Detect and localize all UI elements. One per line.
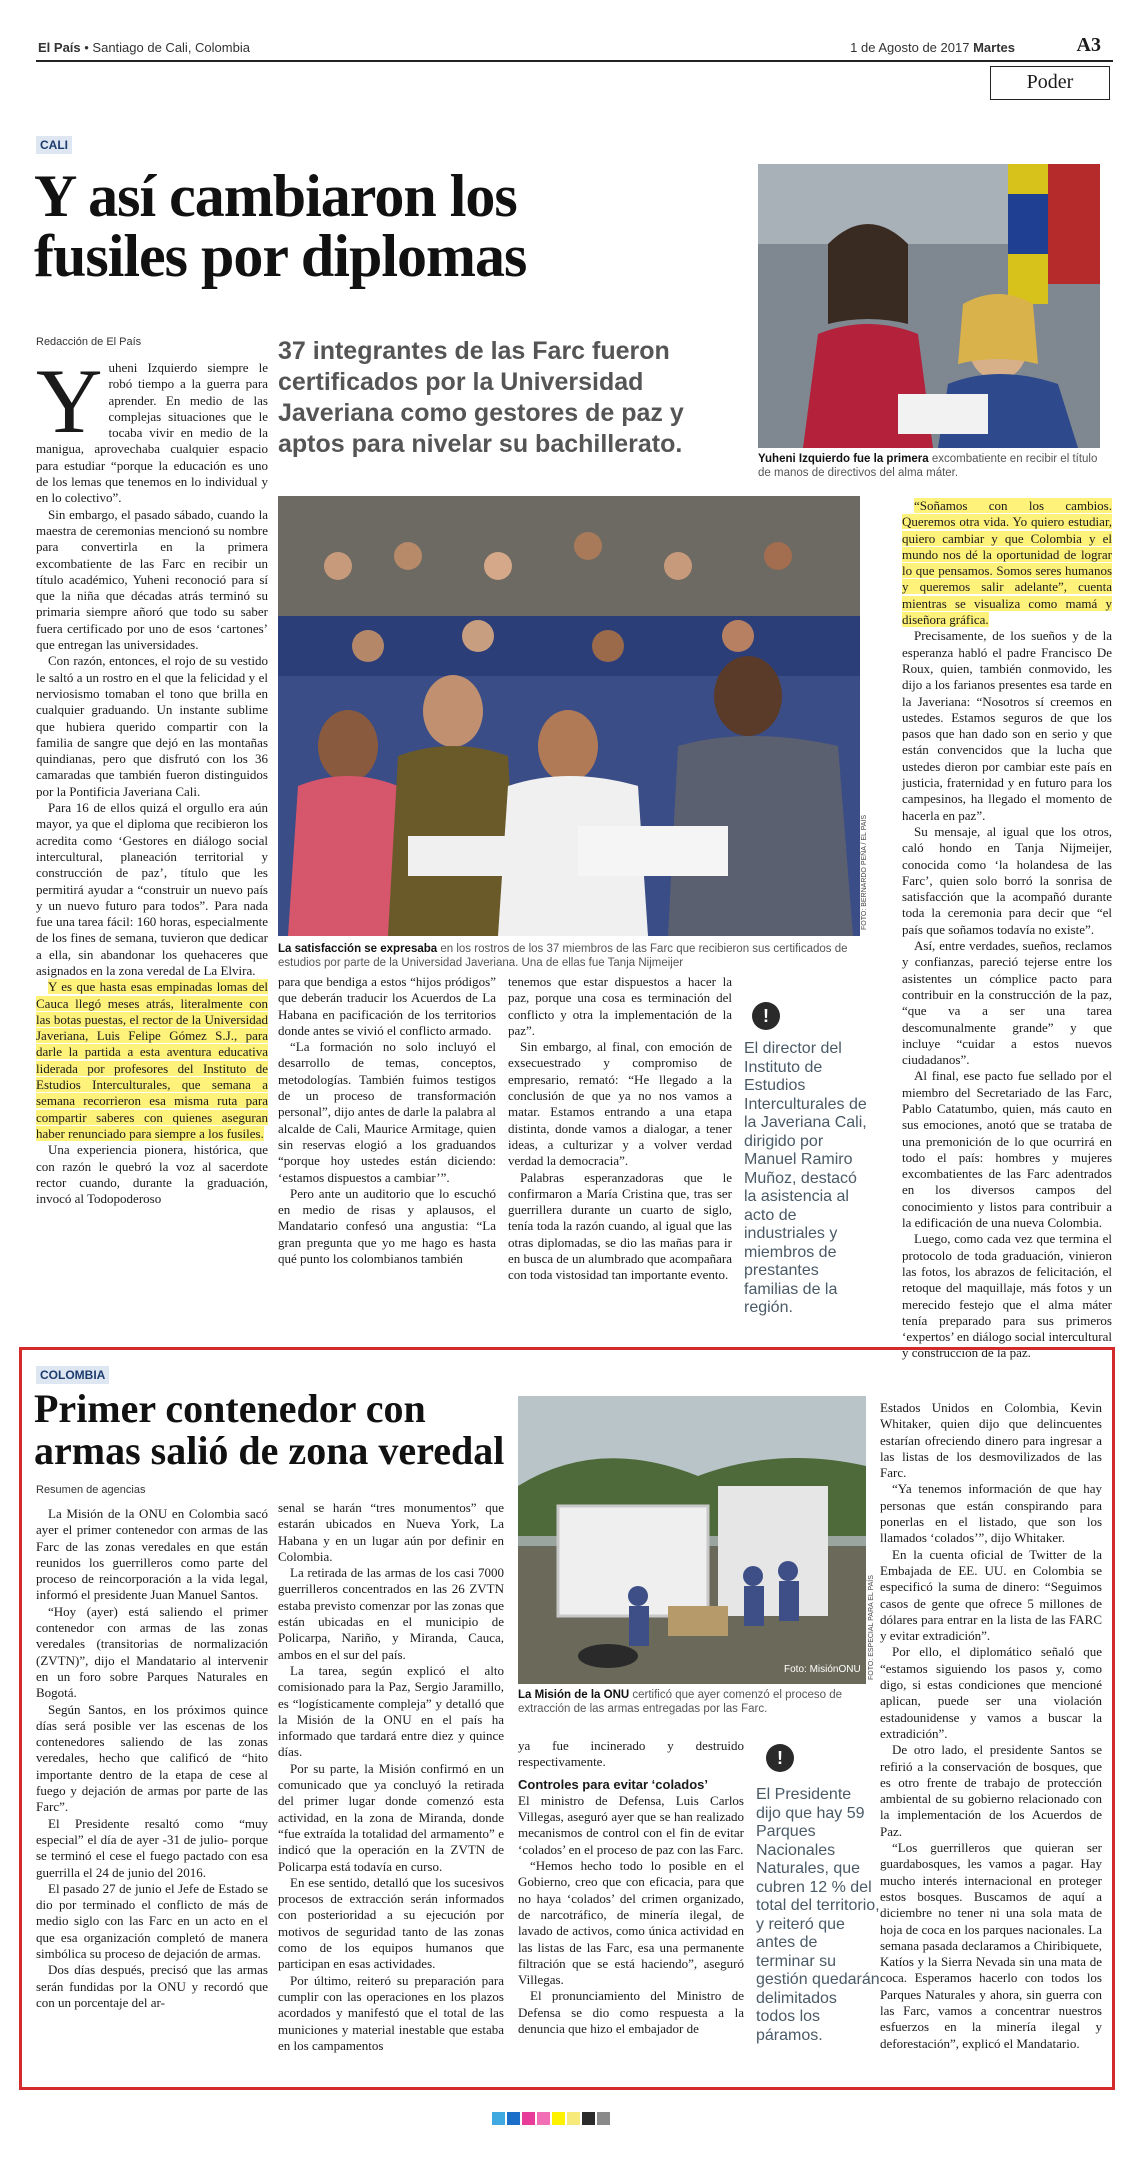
story1-deck: 37 integrantes de las Farc fueron certificados por la Universidad Javeriana como gestores de paz y aptos para nivelar su bachillerato. [278,337,684,458]
photo3-watermark: Foto: MisiónONU [784,1664,861,1675]
city: Santiago de Cali, Colombia [92,40,250,55]
folio-line: El País • Santiago de Cali, Colombia [38,40,250,55]
color-swatch [537,2112,550,2125]
color-swatch [522,2112,535,2125]
story2-column-1: La Misión de la ONU en Colombia sacó ayer el primer contenedor con armas de las Farc de las zonas veredales en que están reunidos los guerrilleros como parte del proceso de reincorporación a la vida legal, informó el presidente Juan Manuel Santos. “Hoy (ayer) está saliendo el primer contenedor con armas de las zonas veredales (transitorias de normalización (ZVTN)”, dijo el Mandatario al intervenir en un foro sobre Parques Naturales en Bogotá. Según Santos, en los próximos quince días será posible ver las escenas de los contenedores saliendo de las zonas veredales, hecho que calificó de “hito importante dentro de la etapa de cese al fuego y dejación de armas por parte de las Farc”. El Presidente resaltó como “muy especial” el día de ayer -31 de julio- porque se terminó el cese el fuego pactado con esa guerrilla el 24 de junio del 2016. El pasado 27 de junio el Jefe de Estado se dio por terminado el conflicto de más de medio siglo con las Farc en un acto en el que esa organización completó de manera simbólica su proceso de dejación de armas. Dos días después, precisó que las armas serán fundidas por la ONU y recordó que con un porcentaje del ar- [36,1506,268,2010]
story1-column-1: Yuheni Izquierdo siempre le robó tiempo a la guerra para aprender. En medio de las complejas situaciones que le tocaba vivir en medio de la manigua, aprovechaba cualquier espacio para estudiar “porque la educación es uno de los lemas que tenemos en lo individual y en lo colectivo”. Sin embargo, el pasado sábado, cuando la maestra de ceremonias mencionó su nombre para convertirla en la primera excombatiente de las Farc en recibir un título académico, Yuheni reconoció para sí que la niña que décadas atrás terminó su primaria siempre añoró que todo su saber fuera certificado por uno de esos ‘cartones’ que entregan las universidades. Con razón, entonces, el rojo de su vestido le saltó a un rostro en el que la felicidad y el nerviosismo tomaban el tono que brilla en cualquier graduando. Un instante sublime que hubiera querido compartir con la familia de sangre que dejó en las montañas quindianas, pero que disfrutó con los 36 camaradas que también fueron distinguidos por la Pontificia Javeriana Cali. Para 16 de ellos quizá el orgullo era aún mayor, ya que el diploma que recibieron los acredita como ‘Gestores en diálogo social intercultural, planeación territorial y construcción de paz’, título que les permitirá ayudar a “construir un nuevo país y un nuevo futuro para todos”. Para nada fue una tarea fácil: 160 horas, especialmente de los fines de semana, tuvieron que dedicar a ella, sin abandonar los quehaceres que asignados en la zona veredal de La Elvira. Y es que hasta esas empinadas lomas del Cauca llegó meses atrás, literalmente con las botas puestas, el rector de la Universidad Javeriana, Luis Felipe Gómez S.J., para darle la partida a esta aventura educativa liderada por profesores del Instituto de Estudios Interculturales, que semana a semana recorrieron esa misma ruta para compartir saberes con quienes aseguran haber renunciado para siempre a los fusiles. Una experiencia pionera, histórica, que con razón le quebró la voz al sacerdote rector cuando, durante la graduación, invocó al Todopoderoso [36,350,268,1207]
story2-headline: Primer contenedor con armas salió de zona veredal [34,1386,505,1473]
container-photo [518,1396,866,1684]
photo1-caption: Yuheni Izquierdo fue la primera excombatiente en recibir el título de manos de directivos del alma máter. [758,453,1098,479]
graduation-photo-image [758,164,1100,448]
story1-kicker: CALI [36,136,72,154]
ceremony-photo [278,496,860,936]
story2-column-3: ya fue incinerado y destruido respectivamente. Controles para evitar ‘colados’ El ministro de Defensa, Luis Carlos Villegas, aseguró ayer que se han realizado mecanismos de control con el fin de evitar ‘colados’ en el proceso de paz con las Farc. “Hemos hecho todo lo posible en el Gobierno, creo que con eficacia, para que no haya ‘colados’ del crimen organizado, de narcotráfico, de minería ilegal, de lavado de activos, como única actividad en las listas de las Farc, esa una permanente filtración que se está haciendo”, aseguró Villegas. El pronunciamiento del Ministro de Defensa se dio como respuesta a la denuncia que hizo el embajador de [518,1738,744,2037]
story1-sidebar-quote: El director del Instituto de Estudios Interculturales de la Javeriana Cali, dirigido por Manuel Ramiro Muñoz, destacó la asistencia al acto de industriales y miembros de prestantes familias de la región. [744,1040,867,1316]
photo2-credit: FOTO: BERNARDO PEÑA / EL PAÍS [861,814,868,930]
story2-byline: Resumen de agencias [36,1484,146,1496]
graduation-photo [758,164,1100,448]
story2-column-2: senal se harán “tres monumentos” que estarán ubicados en Nueva York, La Habana y en un lugar aún por definir en Colombia. La retirada de las armas de los casi 7000 guerrilleros concentrados en las 26 ZVTN estaba previsto comenzar por las zonas que están ubicadas en el municipio de Policarpa, Nariño, y Miranda, Cauca, ambos en el sur del país. La tarea, según explicó el alto comisionado para la Paz, Sergio Jaramillo, es “logísticamente compleja” y detalló que la Misión de la ONU en el país ha informado que tardará entre diez y quince días. Por su parte, la Misión confirmó en un comunicado que ya concluyó la retirada del primer lugar donde comenzó esta actividad, en la zona de Miranda, donde “fue extraída la totalidad del armamento” e indicó que la operación en la ZVTN de Policarpa está todavía en curso. En ese sentido, detalló que los sucesivos procesos de extracción serán informados con posterioridad a su ejecución por motivos de seguridad tanto de las zonas como de los equipos humanos que participan en esas actividades. Por último, reiteró su preparación para cumplir con las operaciones en los plazos acordados y manifestó que el total de las municiones y material inestable que estaba en los campamentos [278,1500,504,2053]
story1-column-3: tenemos que estar dispuestos a hacer la paz, porque una cosa es terminación del conflicto y otra la implementación de la paz”. Sin embargo, al final, con emoción de exsecuestrado y compromiso de empresario, remató: “He llegado a la conclusión de que ya no nos vamos a matar. Estamos entrando a una etapa distinta, donde vamos a dialogar, a tener ideas, a culturizar y a volver verdad verdad la democracia”. Palabras esperanzadoras que le confirmaron a María Cristina que, tras ser guerrillera durante un cuarto de siglo, tenía toda la razón cuando, al igual que las otras diplomadas, se dio las mañas para ir en busca de un alumbrado que acompañara con toda vistosidad tan importante evento. [508,974,732,1283]
photo2-caption: La satisfacción se expresaba en los rostros de los 37 miembros de las Farc que recibieron sus certificados de estudios por parte de la Universidad Javeriana. Una de ellas fue Tanja Nijmeijer [278,943,848,969]
story2-sidebar-quote: El Presidente dijo que hay 59 Parques Nacionales Naturales, que cubren 12 % del total del territorio, y reiteró que antes de terminar su gestión quedarán delimitados todos los páramos. [756,1786,880,2044]
top-rule [36,60,1113,62]
section-tab: Poder [990,66,1110,100]
color-swatch [492,2112,505,2125]
ceremony-photo-image [278,496,860,936]
paper-name: El País [38,40,81,55]
registration-color-bar [492,2110,612,2124]
highlighted-passage: Y es que hasta esas empinadas lomas del Cauca llegó meses atrás, literalmente con las botas puestas, el rector de la Universidad Javeriana, Luis Felipe Gómez S.J., para darle la partida a esta aventura educativa liderada por profesores del Instituto de Estudios Interculturales, que semana a semana recorrieron esa misma ruta para compartir saberes con quienes aseguran haber renunciado para siempre a los fusiles. [36,979,268,1141]
story1-column-4: “Soñamos con los cambios. Queremos otra vida. Yo quiero estudiar, quiero cambiar y que Colombia y el mundo nos dé la oportunidad de lograr lo que pensamos. Somos seres humanos y queremos salir adelante”, cuenta mientras se visualiza como mamá y diseñora gráfica. Precisamente, de los sueños y de la esperanza habló el padre Francisco De Roux, quien, también conmovido, les dijo a los farianos presentes esa tarde en la Javeriana: “Nosotros sí creemos en ustedes. Estamos seguros de que los pasos que han dado son en serio y que están convencidos que la lucha que ustedes dieron por cambiar este país en justicia, fraternidad y en futuro para los campesinos, ha llegado el momento de hacerla en paz”. Su mensaje, al igual que los otros, caló hondo en Tanja Nijmeijer, conocida como ‘la holandesa de las Farc’, quien solo borró la sonrisa de satisfacción que la acompañó durante toda la ceremonia para decir que “el país que soñamos todavía no existe”. Así, entre verdades, sueños, reclamos y confianzas, pareció tejerse entre los asistentes un cómplice pacto para contribuir en la construcción de la paz, “que va a ser una tarea descomunalmente grande” y que incluye “cuidar a estos nuevos ciudadanos”. Al final, ese pacto fue sellado por el miembro del Secretariado de las Farc, Pablo Catatumbo, quien, más cauto en sus emociones, anotó que se trataba de una premonición de lo que ocurrirá en todo el país: hombres y mujeres excombatientes de las Farc adentrados en los diversos campos del conocimiento y listos para contribuir a la edificación de una nueva Colombia. Luego, como cada vez que termina el protocolo de toda graduación, vinieron las fotos, los abrazos de felicitación, el retoque del maquillaje, más fotos y un merecido festejo que el alma máter tenía preparado para sus primeros ‘expertos’ en diálogo social intercultural y construcción de la paz. [902,498,1112,1361]
color-swatch [597,2112,610,2125]
story1-headline: Y así cambiaron los fusiles por diplomas [34,163,527,289]
highlighted-quote: “Soñamos con los cambios. Queremos otra vida. Yo quiero estudiar, quiero cambiar y que Colombia y el mundo nos dé la oportunidad de lograr lo que pensamos. Somos seres humanos y queremos salir adelante”, cuenta mientras se visualiza como mamá y diseñora gráfica. [902,498,1112,628]
exclamation-icon-2: ! [766,1744,794,1772]
story2-kicker-wrap [36,1364,109,1383]
date-line [850,40,1015,55]
date: 1 de Agosto de 2017 [850,40,970,55]
story2-kicker: COLOMBIA [36,1366,109,1384]
story2-column-4: Estados Unidos en Colombia, Kevin Whitaker, quien dijo que delincuentes estarían ofreciendo dinero para ingresar a las listas de los desmovilizados de las Farc. “Ya tenemos información de que hay personas que están conspirando para ponerlas en el listado, que son los llamados ‘colados’”, dijo Whitaker. En la cuenta oficial de Twitter de la Embajada de EE. UU. en Colombia se especificó la suma de dinero: “Seguimos casos de gente que ofrece 5 millones de dólares para entrar en la lista de las FARC y evitar extradición”. Por ello, el diplomático señaló que “estamos siguiendo los pasos y, como digo, si estas condiciones que mencioné aplican, puede ser una violación estadounidense y vamos a buscar la extradición”. De otro lado, el presidente Santos se refirió a la conservación de bosques, que es otro frente de trabajo de protección ambiental de su gobierno relacionado con la implementación de los Acuerdos de Paz. “Los guerrilleros que quieran ser guardabosques, les vamos a pagar. Hay mucho interés internacional en proteger estos bosques. Buscamos de aquí a diciembre no tener ni una sola mata de hoja de coca en los parques nacionales. La semana pasada declaramos a Chiribiquete, Katíos y la Sierra Nevada sin una mata de coca. Esperamos hacerlo con todos los Parques Naturales y ahora, sin guerra con las Farc, vamos a concentrar nuestros esfuerzos en la minería ilegal y deforestación”, explicó el Mandatario. [880,1400,1102,2051]
color-swatch [567,2112,580,2125]
exclamation-icon: ! [752,1002,780,1030]
weekday: Martes [973,40,1015,55]
photo3-caption: La Misión de la ONU certificó que ayer comenzó el proceso de extracción de las armas entregadas por las Farc. [518,1689,843,1715]
story1-byline: Redacción de El País [36,336,142,348]
color-swatch [582,2112,595,2125]
photo3-credit: FOTO: ESPECIAL PARA EL PAÍS [868,1575,875,1680]
container-photo-image [518,1396,866,1684]
story1-kicker-wrap [36,134,72,153]
dropcap: Y [36,350,103,452]
page-number: A3 [1076,34,1101,56]
story1-column-2: para que bendiga a estos “hijos pródigos” que deberán traducir los Acuerdos de La Habana en pacificación de los territorios donde antes se vivió el conflicto armado. “La formación no solo incluyó el desarrollo de temas, conceptos, metodologías. También fuimos testigos de un proceso de transformación personal”, dijo antes de darle la palabra al alcalde de Cali, Maurice Armitage, quien sin reservas elogió a los graduandos “porque hoy ustedes están diciendo: ‘estamos dispuestos a cambiar’”. Pero ante un auditorio que lo escuchó en medio de risas y aplausos, el Mandatario confesó una angustia: “La gran pregunta que yo me hago es hasta qué punto los colombianos también [278,974,497,1267]
color-swatch [507,2112,520,2125]
color-swatch [552,2112,565,2125]
subhead-colados: Controles para evitar ‘colados’ [518,1776,709,1792]
